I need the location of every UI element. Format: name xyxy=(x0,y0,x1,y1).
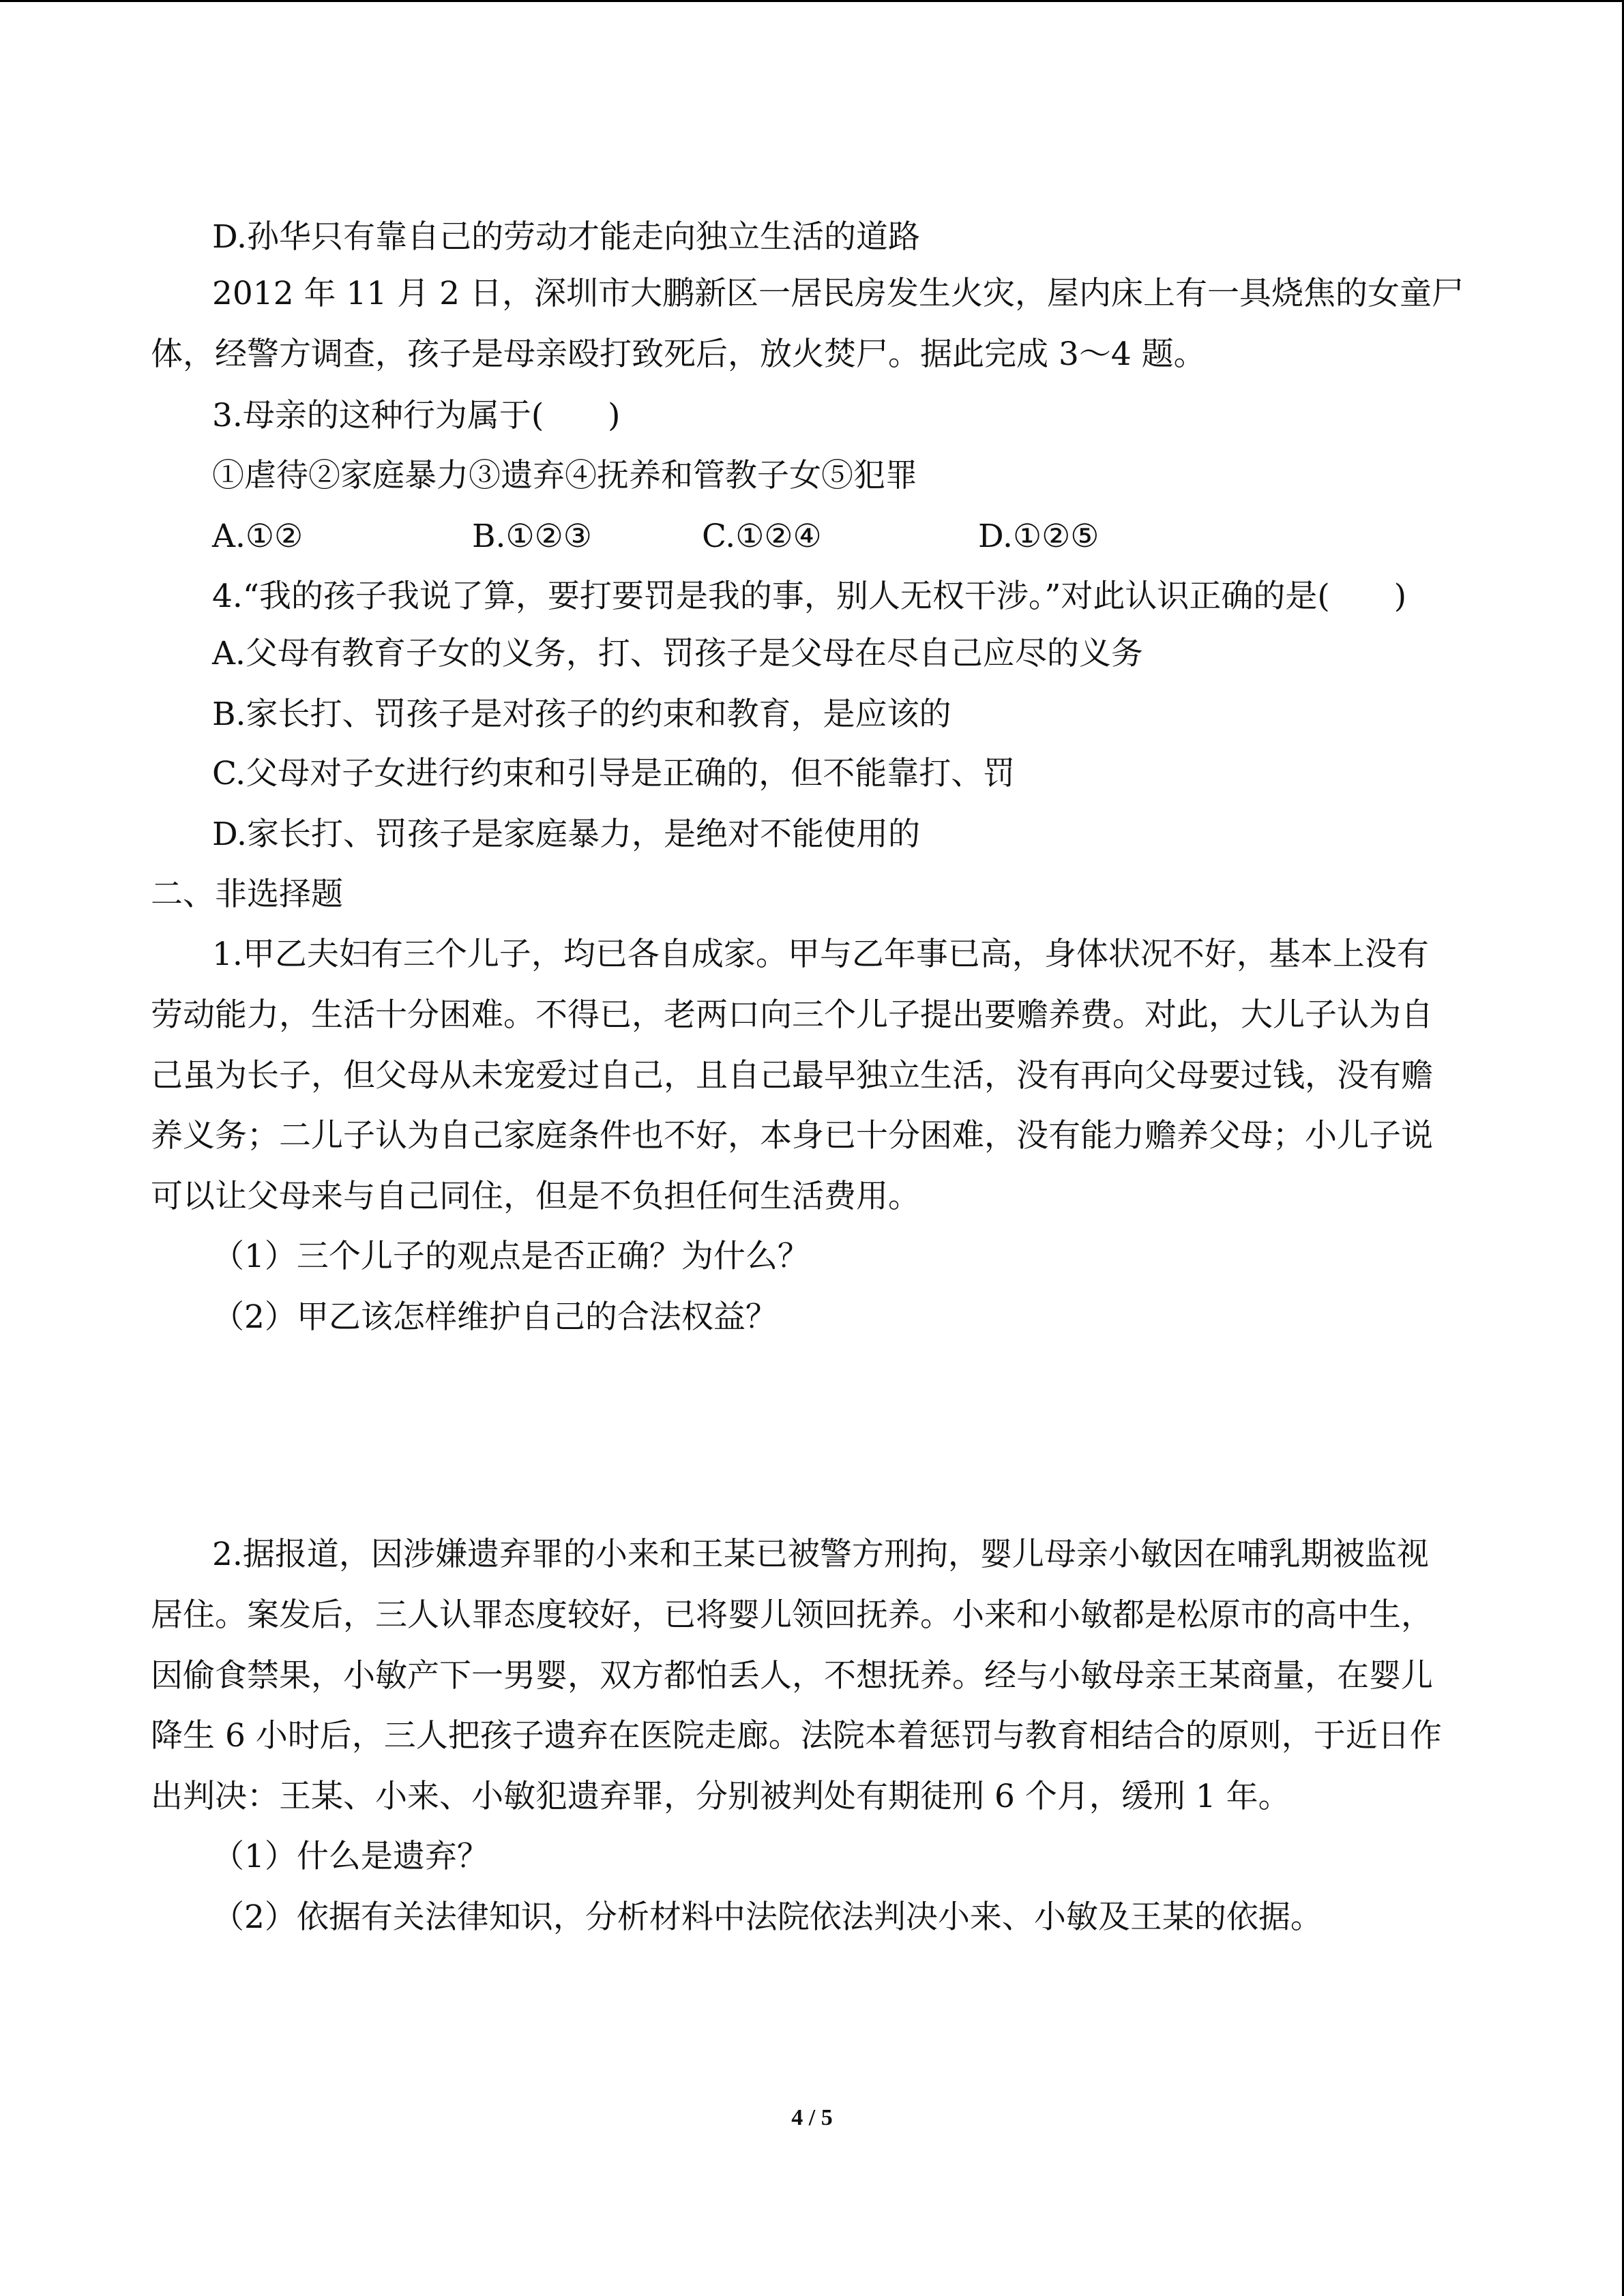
nq1-sub-question: （2）甲乙该怎样维护自己的合法权益？ xyxy=(212,1298,778,1336)
q3-option-a: A.①② xyxy=(212,518,304,555)
q4-option-b: B.家长打、罚孩子是对孩子的约束和教育，是应该的 xyxy=(212,696,951,733)
q3-option-d: D.①②⑤ xyxy=(978,518,1099,555)
q3-option-c: C.①②④ xyxy=(702,518,822,555)
q3-items: ①虐待②家庭暴力③遗弃④抚养和管教子女⑤犯罪 xyxy=(212,457,917,494)
q4-stem: 4.“我的孩子我说了算，要打要罚是我的事，别人无权干涉。”对此认识正确的是( ) xyxy=(212,578,1407,615)
nq2-line: 2.据报道，因涉嫌遗弃罪的小来和王某已被警方刑拘，婴儿母亲小敏因在哺乳期被监视 xyxy=(212,1536,1429,1573)
q4-option-d: D.家长打、罚孩子是家庭暴力，是绝对不能使用的 xyxy=(212,816,920,853)
nq2-line: 因偷食禁果，小敏产下一男婴，双方都怕丢人，不想抚养。经与小敏母亲王某商量，在婴儿 xyxy=(151,1657,1433,1695)
nq2-sub-question: （2）依据有关法律知识，分析材料中法院依法判决小来、小敏及王某的依据。 xyxy=(212,1898,1323,1936)
nq1-line: 可以让父母来与自己同住，但是不负担任何生活费用。 xyxy=(151,1178,920,1215)
q3-options xyxy=(0,516,1624,557)
page-border-top xyxy=(0,0,1624,2)
nq2-line: 出判决：王某、小来、小敏犯遗弃罪，分别被判处有期徒刑 6 个月，缓刑 1 年。 xyxy=(151,1778,1290,1815)
nq1-line: 养义务；二儿子认为自己家庭条件也不好，本身已十分困难，没有能力赡养父母；小儿子说 xyxy=(151,1117,1433,1154)
q3-option-b: B.①②③ xyxy=(472,518,592,555)
passage-line: 体，经警方调查，孩子是母亲殴打致死后，放火焚尸。据此完成 3～4 题。 xyxy=(151,336,1206,373)
q4-option-a: A.父母有教育子女的义务，打、罚孩子是父母在尽自己应尽的义务 xyxy=(212,635,1143,672)
nq1-line: 1.甲乙夫妇有三个儿子，均已各自成家。甲与乙年事已高，身体状况不好，基本上没有 xyxy=(212,936,1429,973)
q4-option-c: C.父母对子女进行约束和引导是正确的，但不能靠打、罚 xyxy=(212,755,1016,792)
nq2-sub-question: （1）什么是遗弃？ xyxy=(212,1838,489,1875)
page-number: 4 / 5 xyxy=(791,2105,833,2130)
nq1-sub-question: （1）三个儿子的观点是否正确？为什么？ xyxy=(212,1238,810,1275)
nq1-line: 己虽为长子，但父母从未宠爱过自己，且自己最早独立生活，没有再向父母要过钱，没有赡 xyxy=(151,1057,1433,1094)
nq2-line: 居住。案发后，三人认罪态度较好，已将婴儿领回抚养。小来和小敏都是松原市的高中生， xyxy=(151,1596,1433,1634)
nq2-line: 降生 6 小时后，三人把孩子遗弃在医院走廊。法院本着惩罚与教育相结合的原则，于近日作 xyxy=(151,1717,1442,1755)
q2-option-d: D.孙华只有靠自己的劳动才能走向独立生活的道路 xyxy=(212,218,920,256)
passage-line: 2012 年 11 月 2 日，深圳市大鹏新区一居民房发生火灾，屋内床上有一具烧焦的女童尸 xyxy=(212,275,1464,312)
q3-stem: 3.母亲的这种行为属于( ) xyxy=(212,397,621,434)
section-title: 二、非选择题 xyxy=(151,876,343,913)
nq1-line: 劳动能力，生活十分困难。不得已，老两口向三个儿子提出要赡养费。对此，大儿子认为自 xyxy=(151,996,1433,1034)
